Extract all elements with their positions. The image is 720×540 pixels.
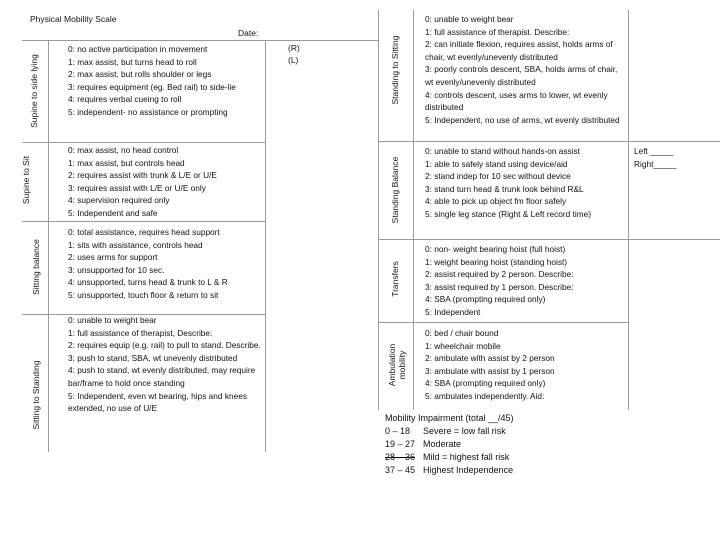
impairment-text: Highest Independence (423, 465, 514, 475)
list-item: 1: able to safely stand using device/aid (425, 158, 568, 169)
label-text: Ambulation mobility (387, 343, 407, 387)
label-supine-to-sit (21, 155, 41, 205)
divider (378, 10, 379, 410)
list-item: 5: Independent, even wt bearing, hips and knees extended, no use of U/E (68, 390, 247, 414)
list-item: 4: requires verbal cueing to roll (68, 94, 182, 105)
impairment-row (385, 438, 514, 451)
divider (378, 239, 720, 240)
divider (265, 40, 266, 452)
divider (378, 322, 628, 323)
page-title: Physical Mobility Scale (30, 14, 117, 24)
list-item: 5: unsupported, touch floor & return to sit (68, 289, 219, 300)
impairment-text: Mild = highest fall risk (423, 452, 510, 462)
list-supine-to-sit (68, 144, 264, 220)
label-transfers: Transfers (390, 261, 400, 297)
impairment-range: 0 – 18 (385, 426, 411, 436)
list-item: 4: controls descent, uses arms to lower, wt evenly distributed (425, 89, 608, 113)
list-item: 1: sits with assistance, controls head (68, 239, 203, 250)
list-sitting-balance (68, 226, 264, 302)
list-item: 0: unable to stand without hands-on assist (425, 146, 580, 156)
divider (378, 141, 720, 142)
mobility-impairment (385, 412, 514, 477)
impairment-row (385, 464, 514, 477)
list-item: 3: unsupported for 10 sec. (68, 264, 165, 275)
list-item: 1: wheelchair mobile (425, 340, 501, 351)
impairment-range: 37 – 45 (385, 465, 416, 475)
list-item: 5: independent- no assistance or prompting (68, 106, 228, 117)
list-item: 3: ambulate with assist by 1 person (425, 365, 555, 376)
list-item: 2: requires assist with trunk & L/E or U/E (68, 170, 217, 181)
list-item: 2: max assist, but rolls shoulder or legs (68, 69, 212, 80)
list-item: 3: requires assist with L/E or U/E only (68, 182, 206, 193)
impairment-text: Moderate (423, 439, 462, 449)
list-item: 4: SBA (prompting required only) (425, 378, 546, 389)
list-item: 4: unsupported, turns head & trunk to L & R (68, 277, 228, 288)
divider (628, 10, 629, 410)
impairment-range: 19 – 27 (385, 439, 416, 449)
left-record: Left _____ (634, 146, 674, 156)
list-item: 5: Independent and safe (68, 207, 158, 218)
label-standing-balance: Standing Balance (390, 156, 400, 224)
divider (413, 10, 414, 410)
label-supine-to-side-lying: Supine to side lying (29, 54, 39, 128)
list-item: 3: poorly controls descent, SBA, holds arms of chair, wt evenly/unevenly distributed (425, 64, 618, 87)
list-item: 2: assist required by 2 person. Describe: (425, 269, 574, 280)
list-sitting-to-standing (68, 314, 264, 415)
divider (22, 221, 265, 222)
list-standing-to-sitting (425, 13, 625, 126)
impairment-range: 28 – 36 (385, 452, 416, 462)
divider (48, 40, 49, 452)
list-item: 5: single leg stance (Right & Left record time) (425, 208, 592, 219)
list-item: 1: max assist, but turns head to roll (68, 56, 197, 67)
list-item: 4: supervision required only (68, 195, 170, 206)
label-sitting-balance: Sitting balance (31, 239, 41, 295)
list-item: 2: ambulate with assist by 2 person (425, 353, 555, 364)
list-item: 0: no active participation in movement (68, 44, 208, 54)
list-item: 4: push to stand, wt evenly distributed, may require bar/frame to hold once standing (68, 365, 256, 388)
list-item: 5: Independent, no use of arms, wt evenly distributed (425, 114, 620, 125)
list-item: 4: able to pick up object fm floor safely (425, 196, 567, 207)
label-standing-to-sitting: Standing to Sitting (390, 35, 400, 105)
list-item: 1: weight bearing hoist (standing hoist) (425, 256, 568, 267)
list-item: 0: bed / chair bound (425, 328, 499, 338)
list-item: 0: unable to weight bear (425, 14, 514, 24)
list-item: 1: max assist, but controls head (68, 157, 185, 168)
impairment-row (385, 451, 514, 464)
list-item: 2: can initiate flexion, requires assist, holds arms of chair, wt evenly/unevenly distributed (425, 39, 613, 62)
list-item: 3: push to stand, SBA, wt unevenly distributed (68, 352, 238, 363)
list-item: 2: stand indep for 10 sec without device (425, 171, 571, 182)
list-item: 3: assist required by 1 person. Describe: (425, 281, 574, 292)
list-item: 2: uses arms for support (68, 252, 158, 263)
list-item: 0: total assistance, requires head support (68, 227, 220, 237)
list-supine-to-side-lying (68, 43, 264, 119)
list-item: 3: requires equipment (eg. Bed rail) to side-lie (68, 81, 236, 92)
list-item: 0: max assist, no head control (68, 145, 179, 155)
side-label: (R) (L) (288, 43, 300, 65)
impairment-text: Severe = low fall risk (423, 426, 506, 436)
divider (22, 142, 265, 143)
list-transfers (425, 243, 627, 319)
list-ambulation-mobility (425, 327, 627, 403)
impairment-heading: Mobility Impairment (total __/45) (385, 413, 514, 423)
list-item: 4: SBA (prompting required only) (425, 294, 546, 305)
impairment-row (385, 425, 514, 438)
label-text: Supine to Sit (21, 155, 31, 205)
list-item: 5: Independent (425, 306, 481, 317)
list-standing-balance (425, 145, 627, 221)
list-item: 2: requires equip (e.g. rail) to pull to stand. Describe. (68, 340, 261, 351)
divider (22, 40, 378, 41)
label-ambulation-mobility (387, 335, 409, 395)
list-item: 5: ambulates independently. Aid: (425, 390, 545, 401)
right-record: Right_____ (634, 158, 677, 169)
list-item: 1: full assistance of therapist, Describe: (68, 327, 213, 338)
list-item: 0: unable to weight bear (68, 315, 157, 325)
label-sitting-to-standing: Sitting to Standing (31, 360, 41, 430)
date-label: Date: (238, 28, 259, 38)
left-right-record (634, 145, 676, 170)
list-item: 3: stand turn head & trunk look behind R&L (425, 183, 584, 194)
list-item: 0: non- weight bearing hoist (full hoist) (425, 244, 566, 254)
list-item: 1: full assistance of therapist. Describe: (425, 26, 570, 37)
